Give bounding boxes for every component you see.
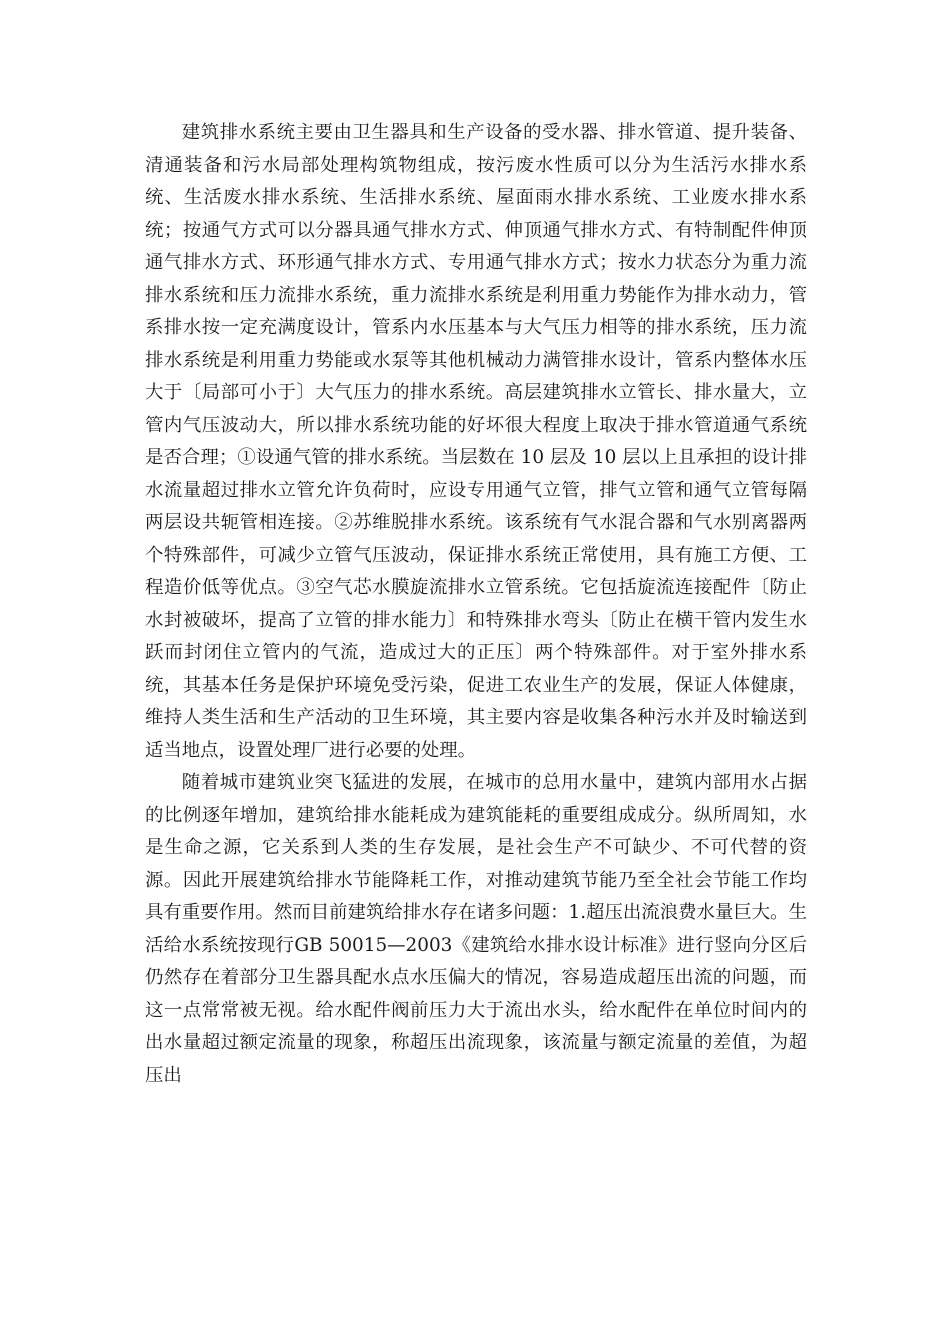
paragraph-water-saving: 随着城市建筑业突飞猛进的发展，在城市的总用水量中，建筑内部用水占据的比例逐年增加，建筑给排水能耗成为建筑能耗的重要组成成分。纵所周知，水是生命之源，它关系到人类的生存发展，是社会生产不可缺少、不可代替的资源。因此开展建筑给排水节能降耗工作，对推动建筑节能乃至全社会节能工作均具有重要作用。然而目前建筑给排水存在诸多问题：1.超压出流浪费水量巨大。生活给水系统按现行GB 50015—2003《建筑给水排水设计标准》进行竖向分区后仍然存在着部分卫生器具配水点水压偏大的情况，容易造成超压出流的问题，而这一点常常被无视。给水配件阀前压力大于流出水头，给水配件在单位时间内的出水量超过额定流量的现象，称超压出流现象，该流量与额定流量的差值，为超压出 — [145, 772, 807, 1086]
paragraph-drainage-system: 建筑排水系统主要由卫生器具和生产设备的受水器、排水管道、提升装备、清通装备和污水局部处理构筑物组成，按污废水性质可以分为生活污水排水系统、生活废水排水系统、生活排水系统、屋面雨水排水系统、工业废水排水系统；按通气方式可以分器具通气排水方式、伸顶通气排水方式、有特制配件伸顶通气排水方式、环形通气排水方式、专用通气排水方式；按水力状态分为重力流排水系统和压力流排水系统，重力流排水系统是利用重力势能作为排水动力，管系排水按一定充满度设计，管系内水压基本与大气压力相等的排水系统，压力流排水系统是利用重力势能或水泵等其他机械动力满管排水设计，管系内整体水压大于〔局部可小于〕大气压力的排水系统。高层建筑排水立管长、排水量大，立管内气压波动大，所以排水系统功能的好坏很大程度上取决于排水管道通气系统是否合理；①设通气管的排水系统。当层数在 10 层及 10 层以上且承担的设计排水流量超过排水立管允许负荷时，应设专用通气立管，排气立管和通气立管每隔两层设共轭管相连接。②苏维脱排水系统。该系统有气水混合器和气水别离器两个特殊部件，可减少立管气压波动，保证排水系统正常使用，具有施工方便、工程造价低等优点。③空气芯水膜旋流排水立管系统。它包括旋流连接配件〔防止水封被破坏，提高了立管的排水能力〕和特殊排水弯头〔防止在横干管内发生水跃而封闭住立管内的气流，造成过大的正压〕两个特殊部件。对于室外排水系统，其基本任务是保护环境免受污染，促进工农业生产的发展，保证人体健康，维持人类生活和生产活动的卫生环境，其主要内容是收集各种污水并及时输送到适当地点，设置处理厂进行必要的处理。 — [145, 122, 807, 761]
document-body — [145, 117, 807, 1092]
